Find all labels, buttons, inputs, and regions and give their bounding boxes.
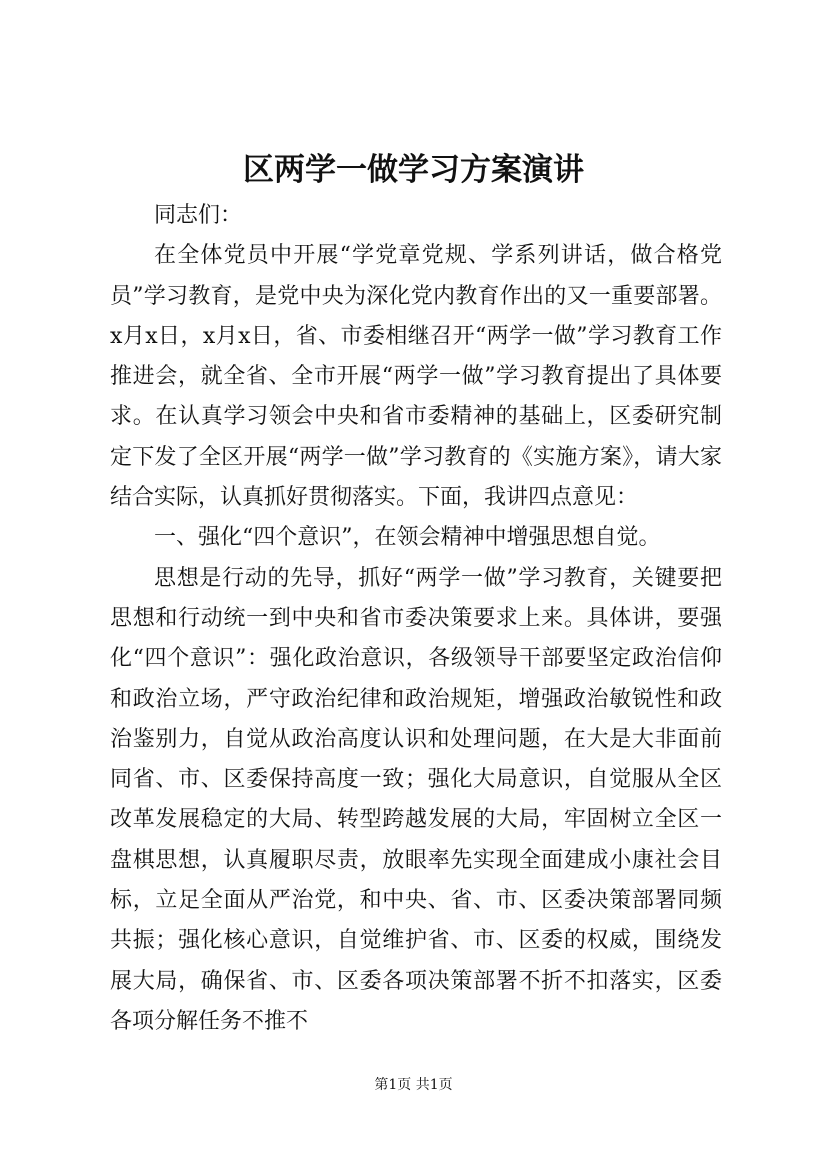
salutation-paragraph: 同志们： <box>154 203 243 228</box>
section-1-paragraph: 思想是行动的先导，抓好“两学一做”学习教育，关键要把思想和行动统一到中央和省市委决策要求上来。具体讲，要强化“四个意识”：强化政治意识，各级领导干部要坚定政治信仰和政治立场，严守政治纪律和政治规矩，增强政治敏锐性和政治鉴别力，自觉从政治高度认识和处理问题，在大是大非面前同省、市、区委保持高度一致；强化大局意识，自觉服从全区改革发展稳定的大局、转型跨越发展的大局，牢固树立全区一盘棋思想，认真履职尽责，放眼率先实现全面建成小康社会目标，立足全面从严治党，和中央、省、市、区委决策部署同频共振；强化核心意识，自觉维护省、市、区委的权威，围绕发展大局，确保省、市、区委各项决策部署不折不扣落实，区委各项分解任务不推不 <box>110 565 722 1034</box>
intro-paragraph: 在全体党员中开展“学党章党规、学系列讲话，做合格党员”学习教育，是党中央为深化党内教育作出的又一重要部署。x月x日，x月x日，省、市委相继召开“两学一做”学习教育工作推进会，就全省、全市开展“两学一做”学习教育提出了具体要求。在认真学习领会中央和省市委精神的基础上，区委研究制定下发了全区开展“两学一做”学习教育的《实施方案》，请大家结合实际，认真抓好贯彻落实。下面，我讲四点意见： <box>110 243 722 511</box>
page-footer: 第1页 共1页 <box>374 1077 453 1093</box>
document-body <box>110 196 722 1042</box>
section-heading-1: 一、强化“四个意识”，在领会精神中增强思想自觉。 <box>154 525 661 551</box>
document-title: 区两学一做学习方案演讲 <box>243 152 584 188</box>
